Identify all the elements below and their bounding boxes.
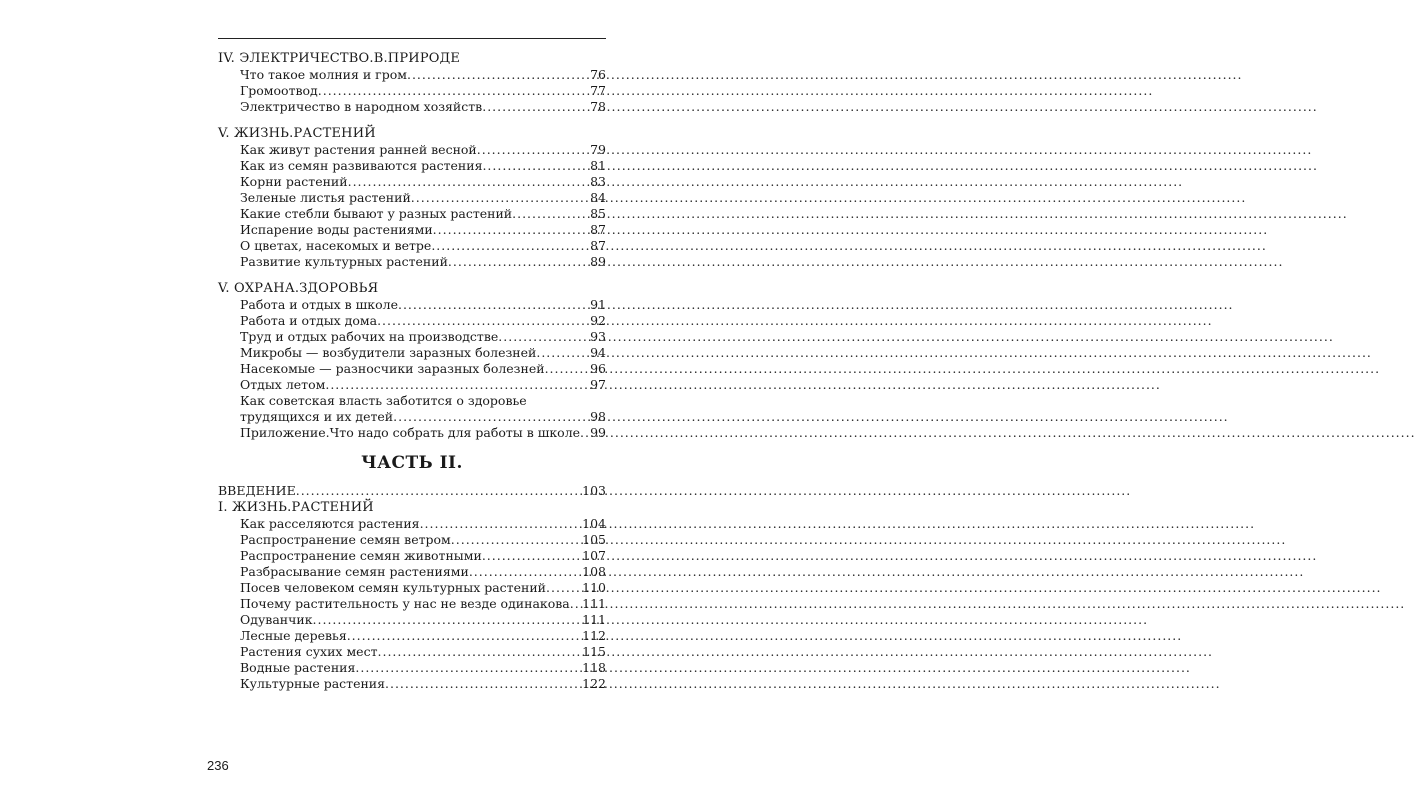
part-heading: ЧАСТЬ II. <box>361 453 463 473</box>
toc-entry: Испарение воды растениями ..... 87 <box>218 222 606 238</box>
toc-entry: Культурные растения ..... 122 <box>218 676 606 692</box>
toc-entry: Насекомые — разносчики заразных болезней ..... 96 <box>218 361 606 377</box>
top-rule <box>218 38 606 39</box>
toc-entry: Распространение семян животными ..... 107 <box>218 548 606 564</box>
toc-entry: Корни растений ..... 83 <box>218 174 606 190</box>
toc-entry: Посев человеком семян культурных растений ..... 110 <box>218 580 606 596</box>
toc-entry: О цветах, насекомых и ветре ..... 87 <box>218 238 606 254</box>
toc-entry: Почему растительность у нас не везде одинакова ..... 111 <box>218 596 606 612</box>
toc-entry: Разбрасывание семян растениями ..... 108 <box>218 564 606 580</box>
toc-entry: Развитие культурных растений ..... 89 <box>218 254 606 270</box>
toc-entry: Отдых летом ..... 97 <box>218 377 606 393</box>
toc-entry: Как живут растения ранней весной ..... 79 <box>218 142 606 158</box>
toc-entry: Микробы — возбудители заразных болезней ..... 94 <box>218 345 606 361</box>
toc-entry: Распространение семян ветром ..... 105 <box>218 532 606 548</box>
toc-entry: Труд и отдых рабочих на производстве ..... 93 <box>218 329 606 345</box>
toc-entry: Зеленые листья растений ..... 84 <box>218 190 606 206</box>
toc-entry: Как из семян развиваются растения ..... 81 <box>218 158 606 174</box>
toc-entry-line1: Как советская власть заботится о здоровье <box>240 393 527 408</box>
toc-entry: Растения сухих мест ..... 115 <box>218 644 606 660</box>
toc-entry: Громоотвод ..... 77 <box>218 83 606 99</box>
table-of-contents <box>218 50 606 692</box>
toc-entry-intro: ВВЕДЕНИЕ ..... 103 <box>218 483 606 499</box>
toc-entry-appendix: Приложение.Что надо собрать для работы в школе ..... 99 <box>218 425 606 441</box>
toc-entry: трудящихся и их детей ..... 98 <box>218 409 606 425</box>
toc-entry: Электричество в народном хозяйств ..... 78 <box>218 99 606 115</box>
section-title: V. ОХРАНА.ЗДОРОВЬЯ <box>218 281 379 296</box>
toc-entry: Работа и отдых в школе ..... 91 <box>218 297 606 313</box>
toc-entry: Что такое молния и гром ..... 76 <box>218 67 606 83</box>
section-title: I. ЖИЗНЬ.РАСТЕНИЙ <box>218 500 374 515</box>
toc-entry: Одуванчик ..... 111 <box>218 612 606 628</box>
section-title: V. ЖИЗНЬ.РАСТЕНИЙ <box>218 126 376 141</box>
toc-entry: Водные растения ..... 118 <box>218 660 606 676</box>
toc-entry: Работа и отдых дома ..... 92 <box>218 313 606 329</box>
toc-entry: Лесные деревья ..... 112 <box>218 628 606 644</box>
page-number: 236 <box>207 758 229 773</box>
section-title: IV. ЭЛЕКТРИЧЕСТВО.В.ПРИРОДЕ <box>218 51 461 66</box>
toc-entry: Как расселяются растения ..... 104 <box>218 516 606 532</box>
toc-entry: Какие стебли бывают у разных растений ..... 85 <box>218 206 606 222</box>
